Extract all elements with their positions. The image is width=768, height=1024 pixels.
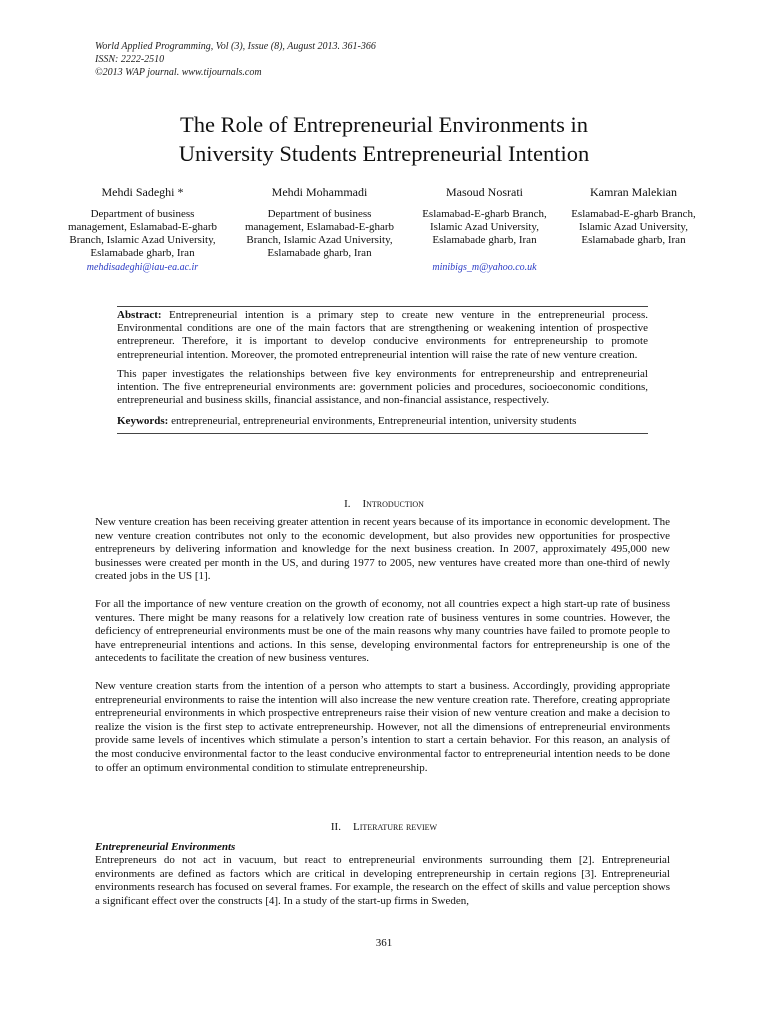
journal-copyright: ©2013 WAP journal. www.tijournals.com: [95, 67, 262, 78]
abstract-label: Abstract:: [117, 309, 162, 321]
intro-paragraph-2: For all the importance of new venture creation on the growth of economy, not all countries expect a high start-up rate of business ventures. There might be many reasons for a relatively low creation rate of business ventures in some countries. However, the deficiency of entrepreneurial environments must be one of the main reasons why many countries have failed to promote people to have entrepreneurial intentions and actions. In this sense, developing environmental factors for entrepreneurship is one of the antecedents to facilitate the creation of new business ventures.: [95, 597, 670, 665]
affiliation-line: Islamic Azad University,: [579, 221, 688, 233]
keywords-label: Keywords:: [117, 415, 169, 428]
author-affiliation: [232, 208, 407, 260]
literature-body: [95, 854, 670, 922]
affiliation-line: Eslamabade gharb, Iran: [90, 247, 195, 259]
author-email[interactable]: mehdisadeghi@iau-ea.ac.ir: [86, 262, 199, 273]
section-title: Introduction: [362, 498, 424, 510]
intro-paragraph-1: New venture creation has been receiving greater attention in recent years because of its importance in economic development. The new venture creation contributes not only to the economic development, but also provides new opportunities for prospective entrepreneurs by delivering information and knowledge for the next business creation. In 2007, approximately 495,000 new businesses were created per month in the US, and during 1977 to 2005, new ventures have created more than one-third of newly created jobs in the US [1].: [95, 516, 670, 583]
intro-paragraph-3: New venture creation starts from the intention of a person who attempts to start a business. Accordingly, providing appropriate entrepreneurial environments to raise the intention will also increase the new venture creation rate. Therefore, creating appropriate entrepreneurial environments in which prospective entrepreneurs raise their vision of new venture creation and make a decision to realize the vision is the first step to activate entrepreneurship. However, not all the dimensions of entrepreneurial environments provide same levels of incentives which stimulate a person’s intention to start a certain behavior. For this reason, an analysis of the most conducive environmental factor to the least conducive environmental factor to entrepreneurial intention needs to be done to offer an optimum environmental condition to stimulate entrepreneurship.: [95, 679, 670, 774]
affiliation-line: Branch, Islamic Azad University,: [69, 234, 216, 246]
journal-issn: ISSN: 2222-2510: [95, 54, 165, 65]
affiliation-line: Branch, Islamic Azad University,: [246, 234, 393, 246]
author-affiliation: [55, 208, 230, 260]
author-affiliation: [546, 208, 721, 247]
affiliation-line: Eslamabad-E-gharb Branch,: [422, 208, 547, 220]
introduction-body: [95, 516, 670, 789]
affiliation-line: Eslamabade gharb, Iran: [432, 234, 537, 246]
section-number: II.: [330, 821, 341, 833]
paper-title-line-1: The Role of Entrepreneurial Environments in: [180, 112, 588, 137]
affiliation-line: Eslamabade gharb, Iran: [581, 234, 686, 246]
journal-citation: World Applied Programming, Vol (3), Issue (8), August 2013. 361-366: [95, 41, 376, 52]
affiliation-line: management, Eslamabad-E-gharb: [244, 221, 395, 233]
paper-title-line-2: University Students Entrepreneurial Intention: [178, 141, 590, 166]
abstract-paragraph-2: This paper investigates the relationships between five key environments for entrepreneurship and entrepreneurial intention. The five entrepreneurial environments are: government policies and procedures, socioeconomic conditions, entrepreneurial and business skills, financial assistance, and non-financial assistance, respectively.: [117, 367, 648, 407]
keywords: [117, 415, 648, 428]
affiliation-line: Department of business: [267, 208, 372, 220]
author-2: [232, 185, 407, 260]
paper-title: [60, 110, 708, 168]
affiliation-line: Department of business: [90, 208, 195, 220]
affiliation-line: Eslamabad-E-gharb Branch,: [571, 208, 696, 220]
page-number: 361: [375, 937, 393, 949]
abstract-paragraph-1: [117, 309, 648, 362]
section-number: I.: [344, 498, 351, 510]
abstract-text-1: Entrepreneurial intention is a primary step to create new venture in the entrepreneurial process. Environmental conditions are one of the main factors that are strengthening or weakening intention of prospective entrepreneur. Therefore, it is important to develop conducive environments for entrepreneurship to promote entrepreneurial intention. Moreover, the promoted entrepreneurial intention will raise the rate of new venture creation.: [117, 309, 648, 361]
author-name: Mehdi Sadeghi *: [101, 185, 184, 199]
affiliation-line: management, Eslamabad-E-gharb: [67, 221, 218, 233]
literature-paragraph-1: Entrepreneurs do not act in vacuum, but react to entrepreneurial environments surrounding them [2]. Entrepreneurial environments are defined as factors which are critical in developing entrepreneurship in certain regions [3]. Entrepreneurial environments research has focused on several frames. For example, the research on the effect of skills and value perception shows a significant effect over the constructs [4]. In a study of the start-up firms in Sweden,: [95, 854, 670, 907]
section-title: Literature review: [352, 821, 438, 833]
affiliation-line: Eslamabade gharb, Iran: [267, 247, 372, 259]
affiliation-line: Islamic Azad University,: [430, 221, 539, 233]
author-name: Mehdi Mohammadi: [271, 185, 368, 199]
section-heading-literature-review: [0, 821, 768, 834]
journal-header: [95, 40, 376, 79]
keywords-text: entrepreneurial, entrepreneurial environments, Entrepreneurial intention, university students: [171, 415, 577, 428]
section-heading-introduction: [0, 498, 768, 511]
author-1: [55, 185, 230, 274]
abstract-box: [117, 306, 648, 434]
author-name: Masoud Nosrati: [446, 185, 523, 199]
author-4: [546, 185, 721, 247]
author-name: Kamran Malekian: [590, 185, 677, 199]
subsection-heading: Entrepreneurial Environments: [95, 841, 236, 853]
author-email[interactable]: minibigs_m@yahoo.co.uk: [432, 262, 537, 273]
